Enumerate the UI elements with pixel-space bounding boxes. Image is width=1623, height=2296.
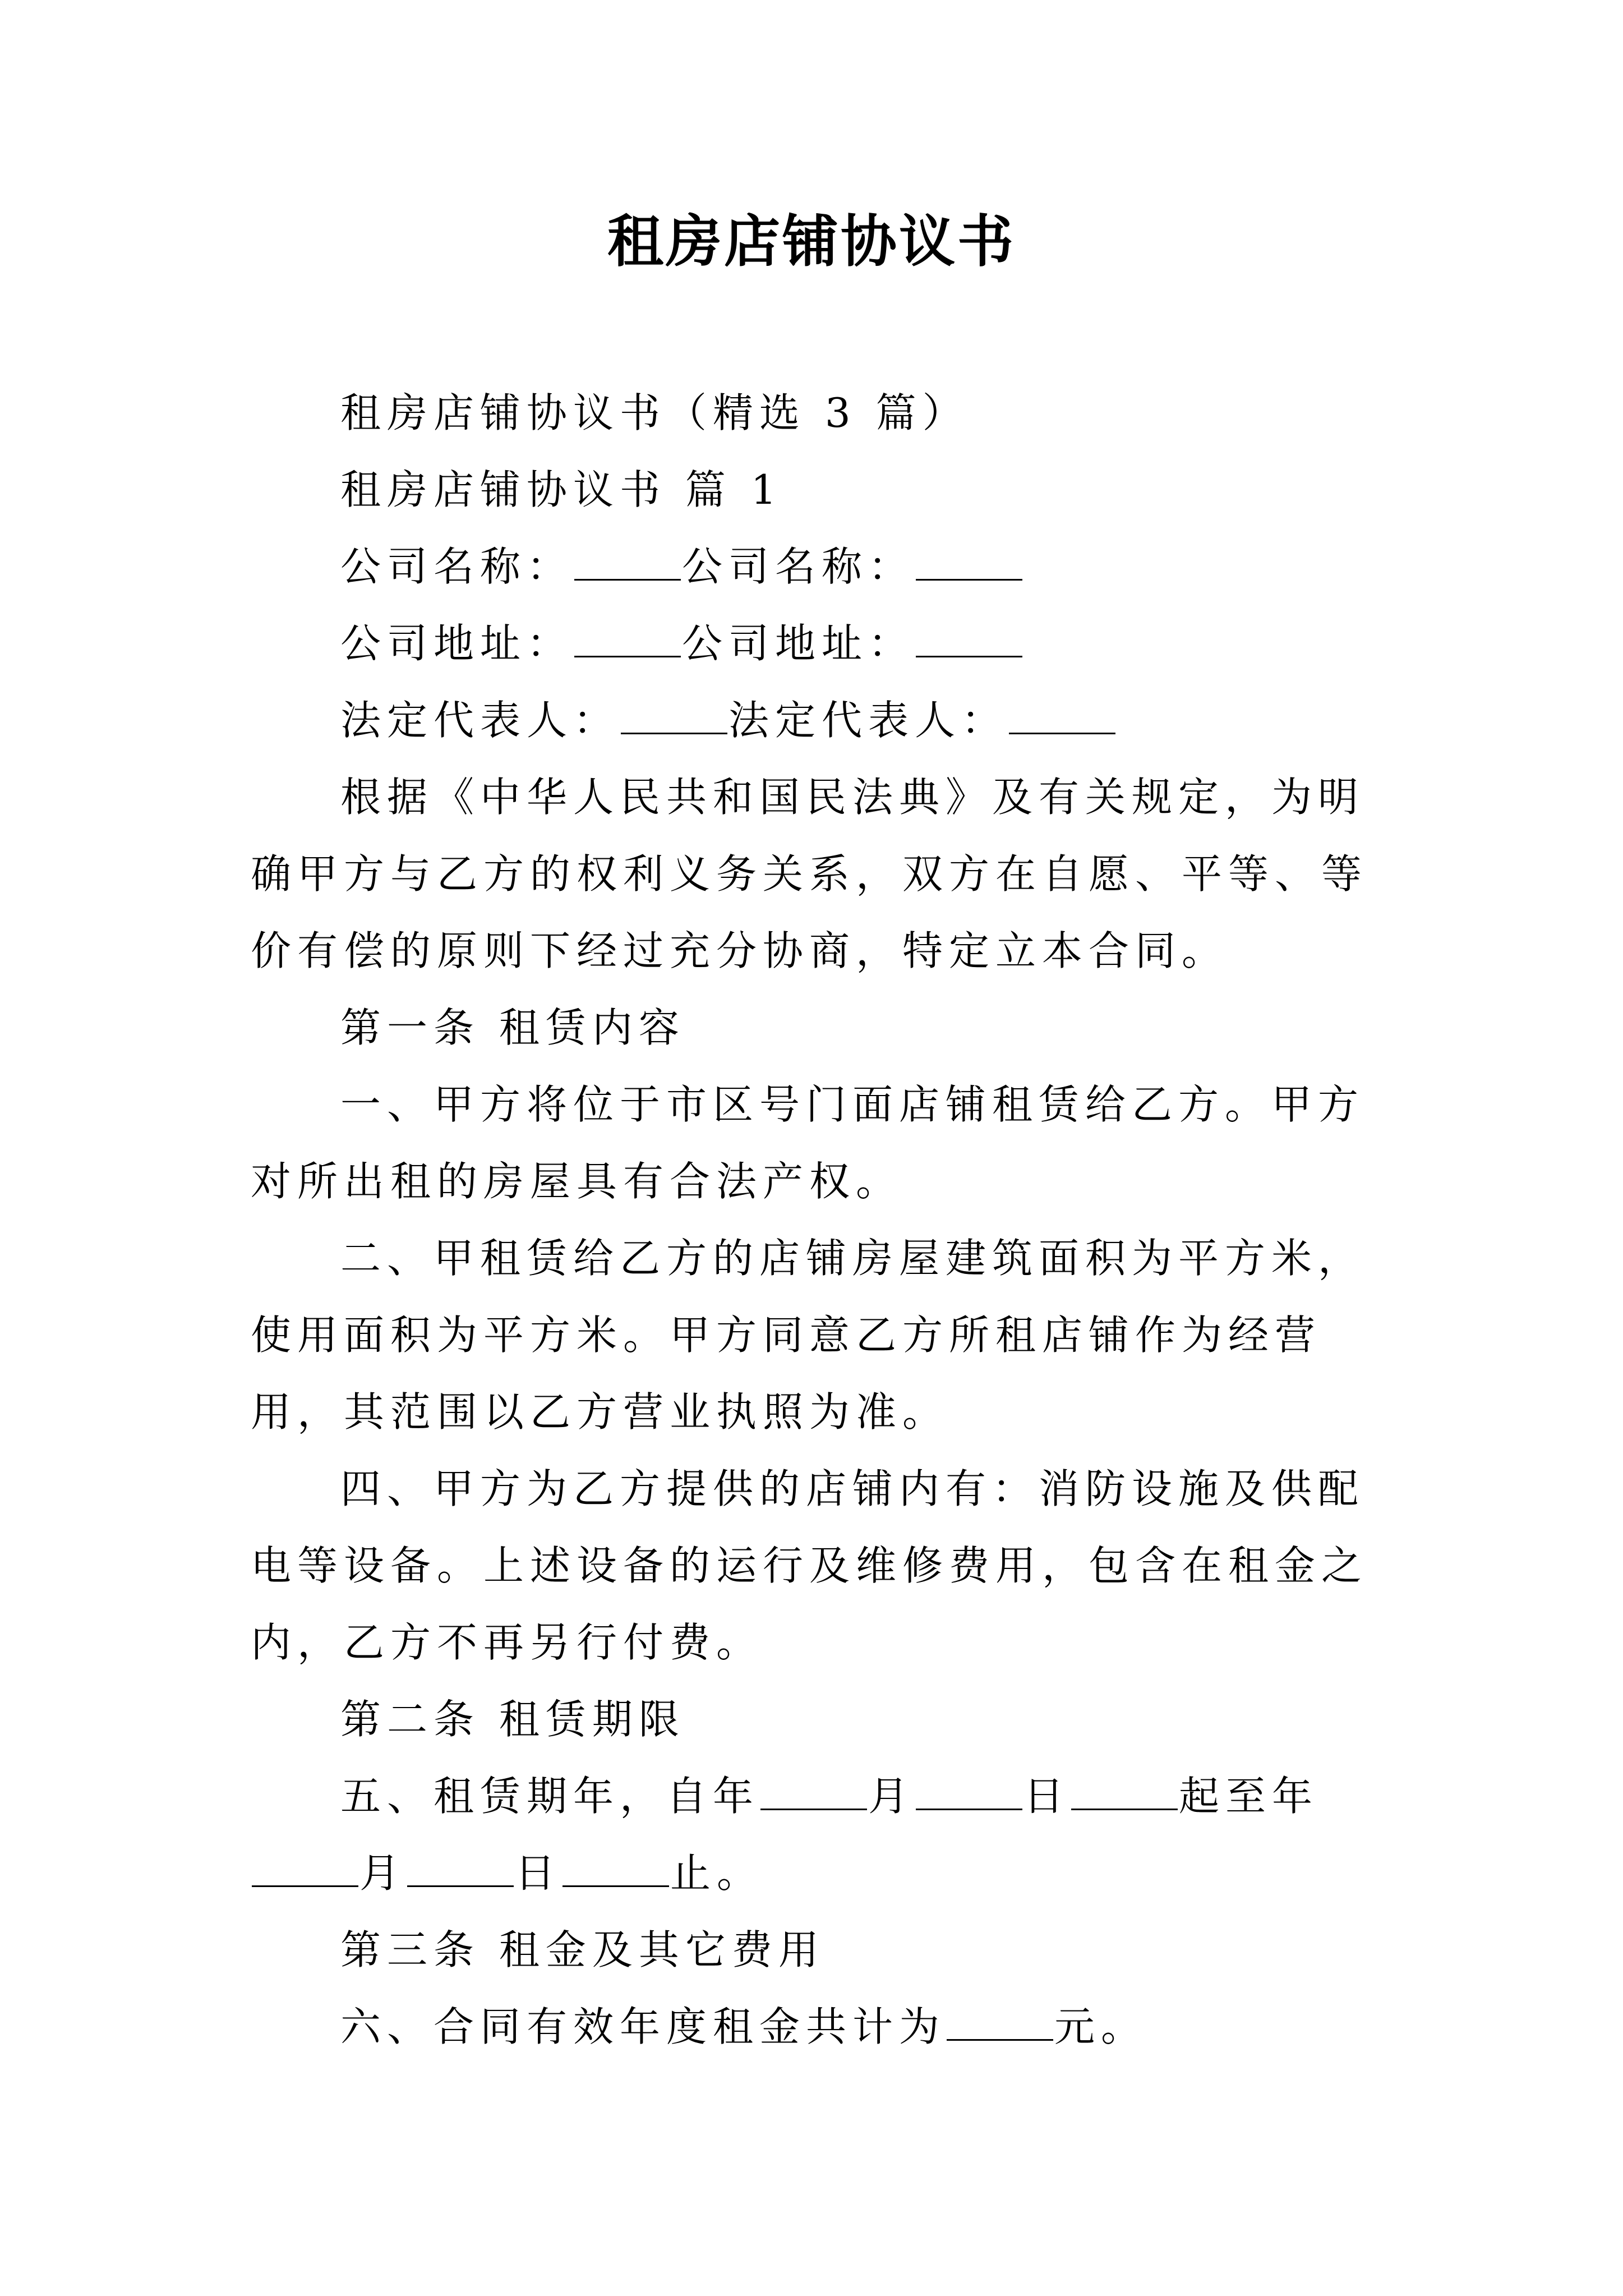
clause-5-part-5: 月 <box>359 1849 407 1897</box>
clause-5-end-day-blank <box>562 1885 669 1887</box>
clause-5-start-year-blank <box>760 1808 867 1810</box>
clause-6-part-1: 六、合同有效年度租金共计为 <box>340 2003 946 2050</box>
party-b-company-name-label: 公司名称： <box>682 543 915 590</box>
clause-5 <box>251 1758 1378 1912</box>
document-body <box>251 375 1378 2065</box>
party-b-company-name-blank <box>916 578 1022 581</box>
party-a-company-name-blank <box>574 578 681 581</box>
party-line-company-name <box>251 528 1378 605</box>
clause-5-part-6: 日 <box>515 1849 562 1897</box>
party-line-company-address <box>251 605 1378 682</box>
party-line-legal-representative <box>251 682 1378 759</box>
party-a-legal-representative-label: 法定代表人： <box>340 697 620 744</box>
party-a-company-address-blank <box>574 655 681 657</box>
clause-5-start-day-blank <box>1071 1808 1178 1810</box>
section-heading: 租房店铺协议书 篇 1 <box>340 466 783 513</box>
clause-6 <box>251 1989 1378 2065</box>
party-b-company-address-blank <box>916 655 1022 657</box>
clause-5-part-2: 月 <box>868 1773 915 1820</box>
party-b-legal-representative-label: 法定代表人： <box>728 697 1008 744</box>
party-b-legal-representative-blank <box>1009 732 1115 734</box>
clause-5-start-month-blank <box>916 1808 1022 1810</box>
clause-2: 二、甲租赁给乙方的店铺房屋建筑面积为平方米，使用面积为平方米。甲方同意乙方所租店铺作为经营用，其范围以乙方营业执照为准。 <box>251 1235 1365 1435</box>
clause-1: 一、甲方将位于市区号门面店铺租赁给乙方。甲方对所出租的房屋具有合法产权。 <box>251 1081 1365 1205</box>
clause-6-rent-blank <box>947 2039 1053 2041</box>
party-a-company-name-label: 公司名称： <box>340 543 574 590</box>
party-a-company-address-label: 公司地址： <box>340 620 574 667</box>
clause-5-part-3: 日 <box>1023 1773 1071 1820</box>
article-1-heading: 第一条 租赁内容 <box>340 1004 685 1051</box>
clause-5-end-year-blank <box>252 1885 358 1887</box>
party-b-company-address-label: 公司地址： <box>682 620 915 667</box>
clause-6-part-2: 元。 <box>1054 2003 1148 2050</box>
party-a-legal-representative-blank <box>621 732 727 734</box>
clause-5-end-month-blank <box>407 1885 514 1887</box>
article-3-heading: 第三条 租金及其它费用 <box>340 1926 825 1973</box>
document-title: 租房店铺协议书 <box>607 208 1016 274</box>
intro-paragraph: 根据《中华人民共和国民法典》及有关规定，为明确甲方与乙方的权利义务关系，双方在自愿、平等、等价有偿的原则下经过充分协商，特定立本合同。 <box>251 774 1368 974</box>
clause-5-part-4: 起至年 <box>1179 1773 1319 1820</box>
clause-4: 四、甲方为乙方提供的店铺内有：消防设施及供配电等设备。上述设备的运行及维修费用，包含在租金之内，乙方不再另行付费。 <box>251 1465 1368 1666</box>
clause-5-part-1: 五、租赁期年，自年 <box>340 1773 760 1820</box>
clause-5-part-7: 止。 <box>670 1849 764 1897</box>
document-subtitle: 租房店铺协议书（精选 3 篇） <box>340 389 969 436</box>
article-2-heading: 第二条 租赁期限 <box>340 1696 685 1743</box>
